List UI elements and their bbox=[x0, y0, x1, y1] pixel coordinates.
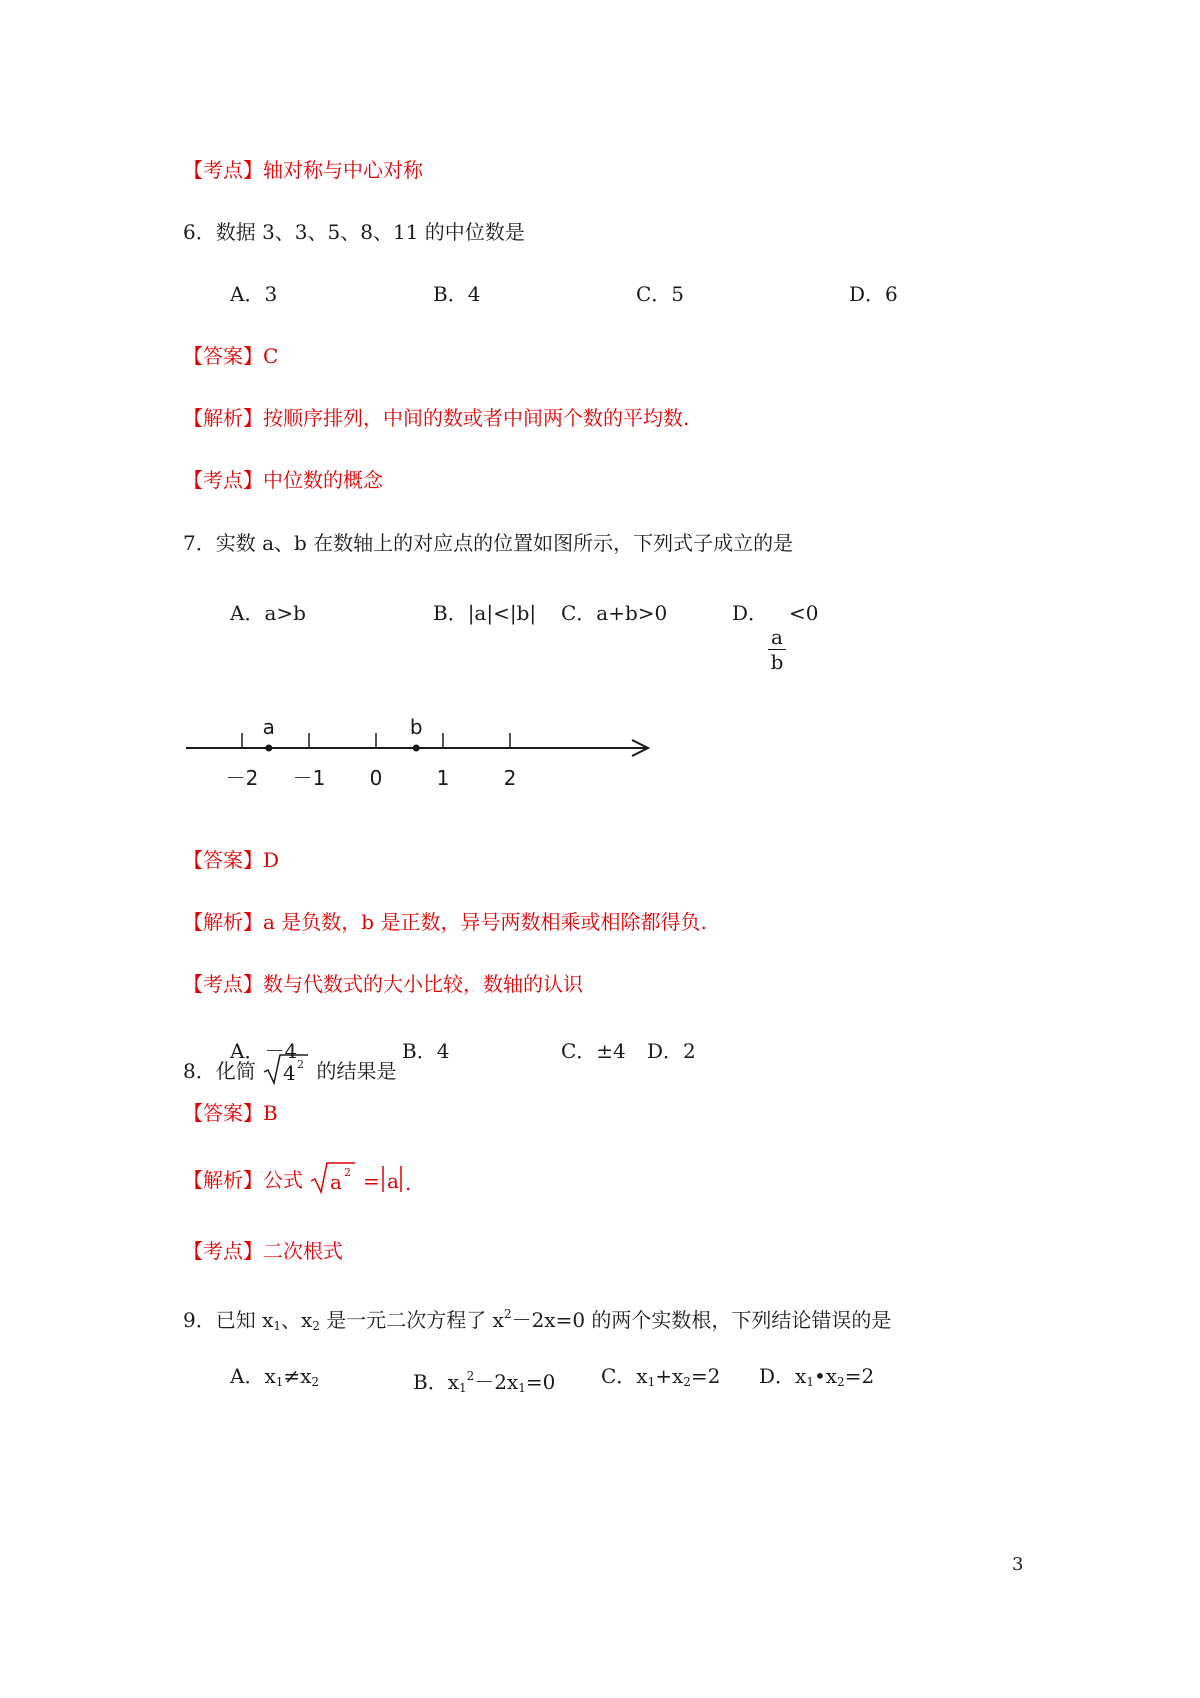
formula-sqrt-abs bbox=[309, 1160, 421, 1203]
q7-option-d-tail: <0 bbox=[789, 601, 819, 625]
stem-part: 、x bbox=[281, 1308, 313, 1332]
jiexi-prefix: 公式 bbox=[263, 1168, 303, 1192]
q7-option-d: D． bbox=[732, 601, 769, 625]
fraction-denominator: b bbox=[770, 650, 784, 674]
q7-stem: 7．实数 a、b 在数轴上的对应点的位置如图所示，下列式子成立的是 bbox=[183, 531, 794, 555]
subscript: 1 bbox=[806, 1375, 814, 1389]
q6-option-a: A．3 bbox=[230, 282, 278, 306]
stem-part: －2x=0 的两个实数根，下列结论错误的是 bbox=[511, 1308, 892, 1332]
exponent: 2 bbox=[297, 1058, 305, 1071]
answer-value: C bbox=[263, 344, 279, 368]
q6-stem: 6．数据 3、3、5、8、11 的中位数是 bbox=[183, 220, 525, 244]
kaodian-text: 轴对称与中心对称 bbox=[263, 158, 423, 182]
q9-stem bbox=[183, 1300, 891, 1340]
opt-part: =0 bbox=[525, 1370, 556, 1394]
q5-kaodian bbox=[183, 156, 423, 184]
number-line-figure bbox=[180, 700, 660, 810]
answer-tag: 【答案】 bbox=[183, 1101, 263, 1125]
radicand: 4 bbox=[283, 1061, 296, 1085]
q8-option-d: D．2 bbox=[647, 1039, 696, 1063]
q8-option-c: C．±4 bbox=[561, 1039, 626, 1063]
subscript: 2 bbox=[683, 1375, 691, 1389]
formula-radicand: a bbox=[330, 1170, 343, 1194]
tick-label: －1 bbox=[292, 766, 326, 790]
q6-option-d: D．6 bbox=[849, 282, 898, 306]
q8-kaodian bbox=[183, 1237, 343, 1265]
formula-exponent: 2 bbox=[344, 1166, 352, 1179]
tick-label: 0 bbox=[369, 766, 383, 790]
kaodian-tag: 【考点】 bbox=[183, 972, 263, 996]
q7-kaodian bbox=[183, 970, 583, 998]
q7-option-d-fraction bbox=[768, 626, 786, 673]
jiexi-tag: 【解析】 bbox=[183, 1168, 263, 1192]
fraction-numerator: a bbox=[771, 625, 783, 649]
q6-option-b: B．4 bbox=[433, 282, 481, 306]
kaodian-text: 中位数的概念 bbox=[263, 468, 383, 492]
jiexi-text: a 是负数，b 是正数，异号两数相乘或相除都得负. bbox=[263, 910, 707, 934]
q6-option-c: C．5 bbox=[636, 282, 685, 306]
subscript: 1 bbox=[647, 1375, 656, 1389]
stem-part: 是一元二次方程了 x bbox=[319, 1308, 504, 1332]
answer-tag: 【答案】 bbox=[183, 344, 263, 368]
q9-option-c bbox=[601, 1362, 720, 1396]
opt-part: －2x bbox=[474, 1370, 519, 1394]
subscript: 1 bbox=[273, 1319, 282, 1333]
opt-part: •x bbox=[813, 1364, 838, 1388]
q7-option-a: A．a>b bbox=[230, 601, 306, 625]
q7-answer bbox=[183, 846, 279, 874]
opt-part: A．x bbox=[230, 1364, 276, 1388]
q6-kaodian bbox=[183, 466, 383, 494]
q8-jiexi bbox=[183, 1160, 421, 1203]
subscript: 2 bbox=[837, 1375, 845, 1389]
q6-jiexi bbox=[183, 404, 689, 432]
answer-tag: 【答案】 bbox=[183, 848, 263, 872]
opt-part: C．x bbox=[601, 1364, 648, 1388]
point-marker bbox=[265, 745, 272, 752]
q7-option-b: B．|a|<|b| bbox=[433, 601, 537, 625]
opt-part: =2 bbox=[690, 1364, 721, 1388]
point-label: a bbox=[262, 715, 275, 739]
answer-value: B bbox=[263, 1101, 278, 1125]
formula-equals: = bbox=[363, 1169, 381, 1193]
jiexi-tag: 【解析】 bbox=[183, 406, 263, 430]
formula-period: . bbox=[405, 1171, 412, 1195]
kaodian-tag: 【考点】 bbox=[183, 468, 263, 492]
kaodian-text: 数与代数式的大小比较，数轴的认识 bbox=[263, 972, 583, 996]
opt-part: ≠x bbox=[283, 1364, 312, 1388]
opt-part: D．x bbox=[759, 1364, 807, 1388]
stem-prefix: 8．化简 bbox=[183, 1059, 256, 1083]
q6-answer bbox=[183, 342, 278, 370]
q7-option-c: C．a+b>0 bbox=[561, 601, 668, 625]
subscript: 2 bbox=[312, 1319, 320, 1333]
subscript: 1 bbox=[518, 1381, 526, 1395]
formula-abs-content: a bbox=[387, 1169, 400, 1193]
formula-icon bbox=[309, 1160, 421, 1196]
q9-option-a bbox=[230, 1362, 319, 1396]
answer-value: D bbox=[263, 848, 280, 872]
point-label: b bbox=[409, 715, 423, 739]
subscript: 1 bbox=[458, 1381, 467, 1395]
stem-part: 9．已知 x bbox=[183, 1308, 274, 1332]
opt-part: +x bbox=[655, 1364, 684, 1388]
q9-option-d bbox=[759, 1362, 874, 1396]
jiexi-tag: 【解析】 bbox=[183, 910, 263, 934]
kaodian-tag: 【考点】 bbox=[183, 158, 263, 182]
tick-label: 2 bbox=[503, 766, 517, 790]
q8-answer bbox=[183, 1099, 278, 1127]
q7-jiexi bbox=[183, 908, 707, 936]
jiexi-text: 按顺序排列，中间的数或者中间两个数的平均数. bbox=[263, 406, 690, 430]
subscript: 2 bbox=[311, 1375, 320, 1389]
tick-label: －2 bbox=[225, 766, 259, 790]
superscript: 2 bbox=[503, 1307, 512, 1321]
subscript: 1 bbox=[275, 1375, 284, 1389]
opt-part: B．x bbox=[413, 1370, 459, 1394]
stem-suffix: 的结果是 bbox=[316, 1059, 397, 1083]
q9-option-b bbox=[413, 1362, 555, 1402]
q8-option-a: A．－4 bbox=[230, 1039, 298, 1063]
superscript: 2 bbox=[466, 1369, 475, 1383]
page-number: 3 bbox=[1012, 1554, 1024, 1575]
tick-label: 1 bbox=[436, 766, 450, 790]
kaodian-tag: 【考点】 bbox=[183, 1239, 263, 1263]
q8-option-b: B．4 bbox=[402, 1039, 450, 1063]
opt-part: =2 bbox=[844, 1364, 875, 1388]
kaodian-text: 二次根式 bbox=[263, 1239, 343, 1263]
point-marker bbox=[413, 745, 420, 752]
